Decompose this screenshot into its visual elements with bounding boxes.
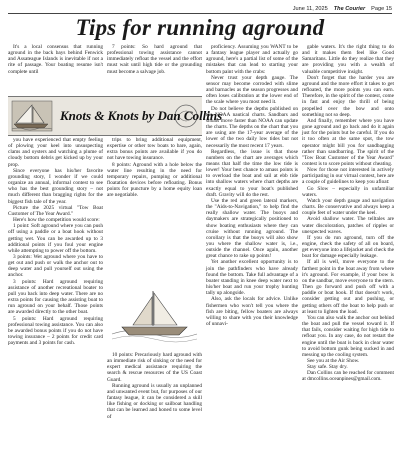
- paragraph: Use the red and green lateral markers, the "Aids-to-Navigation," to help find the really shallow water. The buoys and daymakers are strategically positioned to show boating enthusiasts where they can cruise without running aground. The corollary is that the buoys will also show you where the shallow water is, i.e., outside the channel. Once again, another great chance to rake up points!: [206, 197, 298, 260]
- paragraph: 8 points: Aground with a hole below the water line resulting in the need for temporary repairs, pumping or additional floatation devices before refloating. Bonus points for puncture by a home equity loan are negotiable.: [107, 161, 202, 199]
- paragraph: And finally, remember where you have gone aground and go back and do it again just for the points but be careful. If you do it too often at the same spot, the tow operator might bill you for sandbagging rather than sandbarring. The spirit of the "Tow Boat Customer of the Year Award" contest is to score points without cheating.: [302, 117, 394, 167]
- paragraph: Picture the 2025 virtual "Tow Boat Customer of The Year Award.": [8, 204, 103, 217]
- paragraph: 3 points: Wet aground where you have to get out and push or walk the anchor out to deep water and pull yourself out using the anchor.: [8, 253, 103, 279]
- paragraph: 3 points: Hard aground requiring assistance of another recreational boater to pull you back into deep water. There are no extra points for causing the assisting boat to run aground on your behalf. Those points are awarded directly to the other boat.: [8, 278, 103, 316]
- paragraph: 10 points: Precariously hard aground with an immediate risk of sinking or the need for expert medical assistance requiring the search & rescue resources of the US Coast Guard.: [107, 352, 202, 383]
- paragraph: Do not believe the depths published on the NOAA nautical charts. Sandbars and shoals move faster than NOAA can update the charts. The depths on the chart that you are using are the 17-year average of the lower of the two daily low tides but not necessarily the most recent 17 years.: [206, 105, 298, 149]
- column-banner: [8, 96, 223, 136]
- column-2-top: [107, 44, 202, 94]
- paragraph: You can also walk the anchor out behind the boat and pull the vessel toward it. If that fails, consider waiting for high tide to refloat you. In any case, do not restart the engine until the boat is back in clear water to avoid bottom gunk being sucked in and messing up the cooling system.: [302, 314, 394, 358]
- paragraph: Dan Collins can be reached for comment at dmcollins.oceanpines@gmail.com.: [302, 370, 394, 383]
- header-rule: [8, 13, 392, 14]
- paragraph: Yet another excellent opportunity is to join the pathfinders who have already found the bottom. Take full advantage of a boater standing in knee deep water next to his/her boat and run your trophy hunting tally up alongside.: [206, 259, 298, 297]
- paragraph: Now for those not interested in actively participating in our virtual contest, here are a couple of guidelines to keep you afloat:: [302, 167, 394, 186]
- paragraph: Never trust your depth gauge. The sensor may become corroded with slime and barnacles as the season progresses and often loses calibration at the lower end of the scale where you most need it.: [206, 74, 298, 106]
- issue-date: June 11, 2025: [292, 5, 328, 12]
- column-4: [302, 44, 394, 451]
- paragraph: 7 points: So hard aground that professional towing assistance cannot immediately refloat the vessel and the effort must wait until high tide or the grounding must become a salvage job.: [107, 44, 202, 75]
- boat-illustration: [107, 279, 202, 349]
- publication-name: The Courier: [333, 5, 366, 12]
- paragraph: 5 points: Hard aground requiring professional towing assistance. You can also be awarded bonus points if you do not have towing insurance – 2 points for credit card payments and 3 points for cash.: [8, 315, 103, 347]
- paragraph: Don't forget that the harder you are aground and the more effort it takes to get refloated, the more points you can earn. Therefore, in the spirit of the contest, come in fast and enjoy the thrill of being propelled over the bow and onto something not so deep.: [302, 74, 394, 118]
- column-2-bottom: [107, 352, 202, 451]
- column-3: [206, 44, 298, 451]
- paragraph: See you at the Air Show.: [307, 357, 360, 364]
- paragraph: you have experienced that empty feeling of plowing your keel into unsuspecting clams and oysters and watching a plume of cloudy bottom debris get kicked up by your prop.: [8, 137, 103, 168]
- paragraph: Regardless, the issue is that those numbers on the chart are averages which means that half the time the low tide is lower! Your best chance to amass points is to overload the boat and sail at ebb tide into shallow waters where chart depths are exactly equal to your boat's published draft. Gravity will do the rest.: [206, 148, 298, 198]
- paragraph: Avoid shallow water. The telltales are water discoloration, patches of ripples or unexpected waves.: [302, 216, 394, 235]
- paragraph: If all is well, move everyone to the farthest point in the boat away from where it's aground. For example, if your bow is on the sandbar, move everyone to the stern. Then go forward and push off with a paddle or boat hook. If that doesn't work, consider getting out and pushing, or getting others off the boat to help push or at least to lighten the load.: [302, 259, 395, 315]
- paragraph: Stay safe. Stay dry.: [307, 364, 348, 371]
- column-1-body: [8, 137, 103, 451]
- paragraph: Watch your depth gauge and navigation charts. Be conservative and always keep a couple feet of water under the keel.: [302, 197, 394, 217]
- paragraph: Also, ask the locals for advice. Unlike fishermen who won't tell you where the fish are biting, fellow boaters are always willing to share with you their knowledge of unnavi-: [206, 296, 298, 328]
- paragraph: It's a local consensus that running aground in the back bays behind Fenwick and Assateague Islands is inevitable if not a rite of passage. Your boating resume isn't complete until: [8, 44, 103, 75]
- paragraph: 1 point: Soft aground where you can push off using a paddle or a boat hook without getting wet. You can be awarded up to 3 additional points if you foul your engine while attempting to power off the bottom.: [8, 223, 103, 254]
- article-title: Tips for running aground: [75, 15, 325, 40]
- column-2-body: [107, 137, 202, 277]
- paragraph: If you do run aground, turn off the engine, check the safety of all on board, get everyone into a lifejacket and check the boat for damage especially leakage.: [302, 234, 394, 260]
- paragraph: proficiency. Assuming you WANT to be a fantasy league player and actually go aground, here's a partial list of some of the mistakes that can lead to starting your bottom paint with the crabs:: [206, 44, 298, 75]
- paragraph: Since everyone has his/her favorite grounding story, I wonder if we could organize an annual, informal contest to see who has the best grounding story – not much different than bragging rights for the biggest fish tale of the year.: [8, 167, 103, 205]
- column-1-top: [8, 44, 103, 94]
- paragraph: Here's how the competition would score:: [13, 217, 100, 224]
- paragraph: trips to bring additional equipment, expertise or other tow boats to bare, again, extra bonus points are available if you do not have towing insurance.: [107, 137, 202, 162]
- column-name: Knots & Knots by Dan Collins: [60, 108, 223, 123]
- paragraph: Running aground is usually an unplanned and unwanted event but, for purposes of our fantasy league, it can be considered a skill like fishing or docking or sailboat handling that can be learned and honed to some level of: [107, 382, 202, 420]
- paragraph: Go Slow – especially in unfamiliar waters.: [302, 185, 394, 198]
- page-number: Page 15: [371, 5, 392, 12]
- page-header: [8, 4, 392, 13]
- paragraph: gable waters. It's the right thing to do and it makes them feel like Good Samaritans. Little do they realize that they are providing you with a wealth of valuable competitive insight.: [302, 44, 394, 75]
